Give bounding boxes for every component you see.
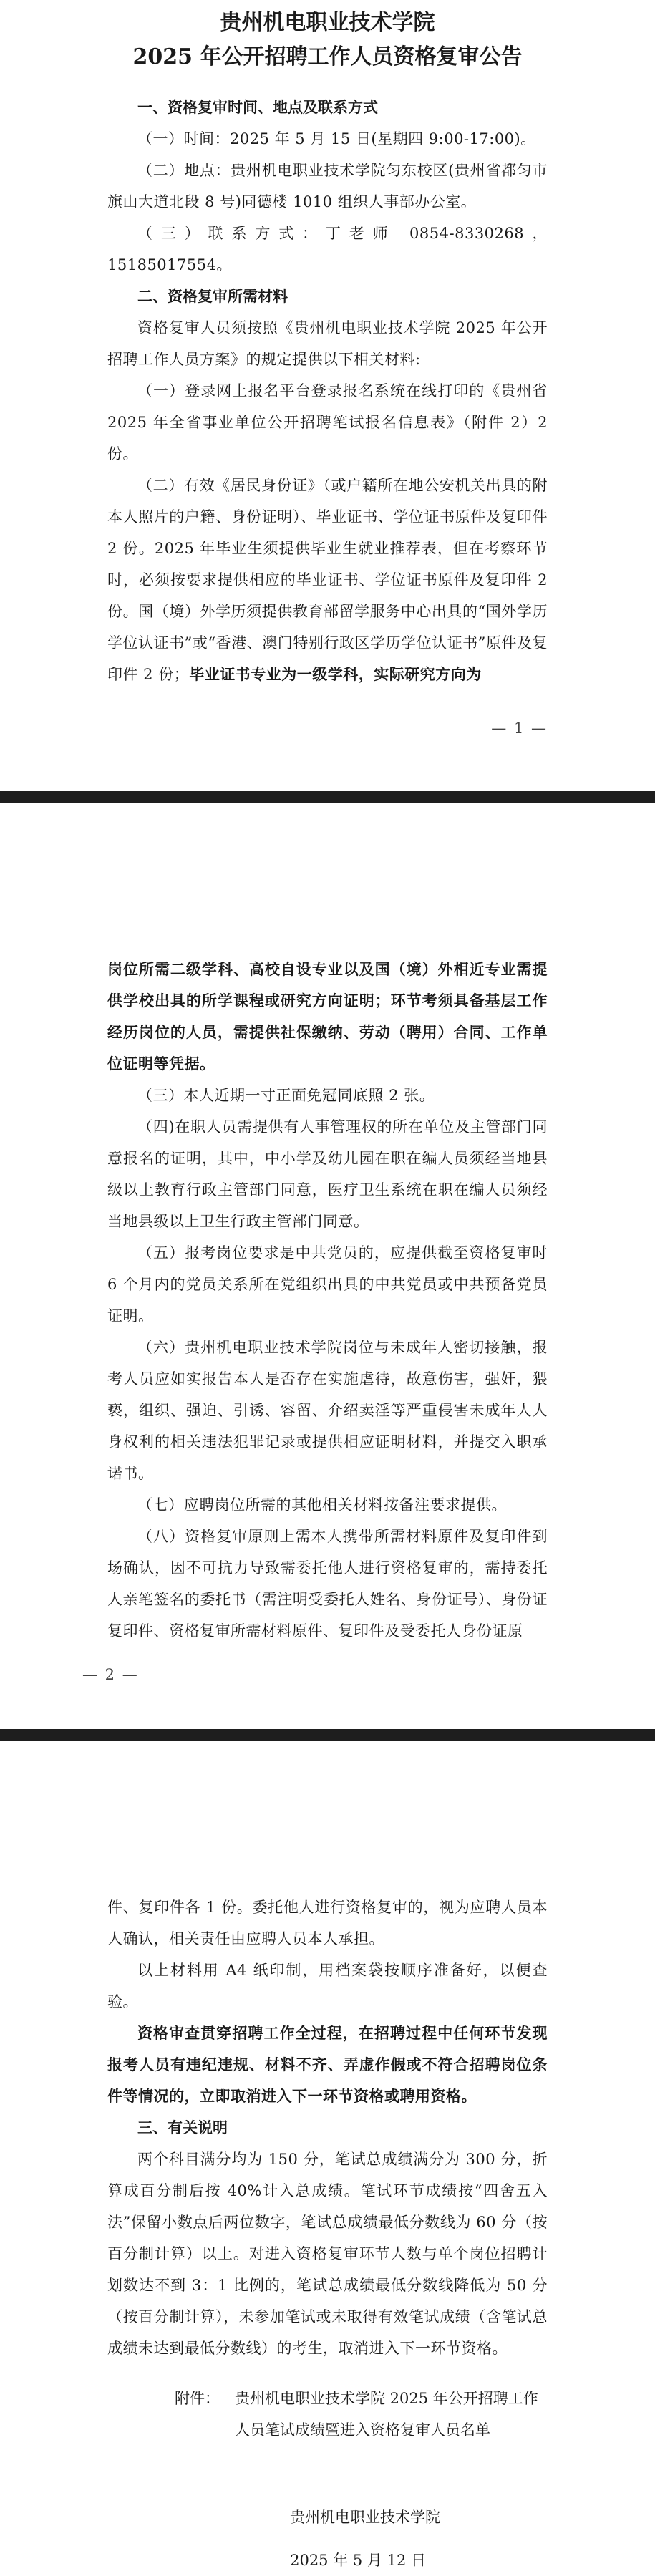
section3-text: 两个科目满分均为 150 分，笔试总成绩满分为 300 分，折算成百分制后按 40%计入总成绩。笔试环节成绩按“四舍五入法”保留小数点后两位数字，笔试总成绩最低分数线为 60 分（按百分制计算）以上。对进入资格复审环节人数与单个岗位招聘计划数达不到 3：1 比例的，笔试总成绩最低分数线降低为 50 分（按百分制计算），未参加笔试或未取得有效笔试成绩（含笔试总成绩未达到最低分数线）的考生，取消进入下一环节资格。 [107,2151,548,2357]
section2-item7: （七）应聘岗位所需的其他相关材料按备注要求提供。 [137,1496,507,1514]
section2-item6: （六）贵州机电职业技术学院岗位与未成年人密切接触，报考人员应如实报告本人是否存在实施虐待，故意伤害，强奸，猥亵，组织、强迫、引诱、容留、介绍卖淫等严重侵害未成年人人身权利的相关违法犯罪记录或提供相应证明材料，并提交入职承诺书。 [107,1339,548,1482]
section2-item2 [107,470,548,690]
section2-item3: （三）本人近期一寸正面免冠同底照 2 张。 [137,1087,435,1104]
title-block [107,0,548,92]
section1-time: （一）时间：2025 年 5 月 15 日(星期四 9:00-17:00)。 [137,130,536,147]
signature-org: 贵州机电职业技术学院 [290,2509,440,2526]
section2-intro: 资格复审人员须按照《贵州机电职业技术学院 2025 年公开招聘工作人员方案》的规定提供以下相关材料: [107,319,548,368]
annex-text: 贵州机电职业技术学院 2025 年公开招聘工作人员笔试成绩暨进入资格复审人员名单 [235,2390,538,2439]
section2-item8-part2: 件、复印件各 1 份。委托他人进行资格复审的，视为应聘人员本人确认，相关责任由应聘人员本人承担。 [107,1899,548,1947]
document-title-line1: 贵州机电职业技术学院 [220,10,435,35]
section1-place: （二）地点：贵州机电职业技术学院匀东校区(贵州省都匀市旗山大道北段 8 号)同德楼 1010 组织人事部办公室。 [107,162,548,210]
annex-label: 附件： [175,2390,220,2407]
section3-heading: 三、有关说明 [137,2119,228,2136]
signature-date: 2025 年 5 月 12 日 [290,2552,426,2569]
page-separator [0,791,655,803]
document-page-1 [0,0,655,791]
section1-heading: 一、资格复审时间、地点及联系方式 [137,98,378,116]
document-page-2 [0,803,655,1729]
page-separator [0,1729,655,1741]
document-page-3 [0,1741,655,2569]
page-number-1: — 1 — [491,720,548,737]
section1-contact: （三）联系方式：丁老师 0854-8330268，15185017554。 [107,225,548,273]
section2-warning: 资格审查贯穿招聘工作全过程，在招聘过程中任何环节发现报考人员有违纪违规、材料不齐、弄虚作假或不符合招聘岗位条件等情况的，立即取消进入下一环节资格或聘用资格。 [107,2024,548,2105]
section2-item2-bold-part1: 毕业证书专业为一级学科，实际研究方向为 [189,665,482,683]
section2-item2-bold-part2: 岗位所需二级学科、高校自设专业以及国（境）外相近专业需提供学校出具的所学课程或研究方向证明；环节考须具备基层工作经历岗位的人员，需提供社保缴纳、劳动（聘用）合同、工作单位证明等凭据。 [107,960,548,1072]
section2-a4-note: 以上材料用 A4 纸印制，用档案袋按顺序准备好，以便查验。 [107,1962,548,2010]
section2-item4: （四)在职人员需提供有人事管理权的所在单位及主管部门同意报名的证明，其中，中小学及幼儿园在职在编人员须经当地县级以上教育行政主管部门同意，医疗卫生系统在职在编人员须经当地县级以上卫生行政主管部门同意。 [107,1118,548,1230]
section2-item2-normal: （二）有效《居民身份证》（或户籍所在地公安机关出具的附本人照片的户籍、身份证明）、毕业证书、学位证书原件及复印件 2 份。2025 年毕业生须提供毕业生就业推荐表，但在考察环节时，必须按要求提供相应的毕业证书、学位证书原件及复印件 2 份。国（境）外学历须提供教育部留学服务中心出具的“国外学历学位认证书”或“香港、澳门特别行政区学历学位认证书”原件及复印件 2 份； [107,477,548,683]
section2-item8-part1: （八）资格复审原则上需本人携带所需材料原件及复印件到场确认，因不可抗力导致需委托他人进行资格复审的，需持委托人亲笔签名的委托书（需注明受委托人姓名、身份证号）、身份证复印件、资格复审所需材料原件、复印件及受委托人身份证原 [107,1528,548,1640]
section2-heading: 二、资格复审所需材料 [137,287,288,305]
page-number-2: — 2 — [82,1666,139,1683]
section2-item1: （一）登录网上报名平台登录报名系统在线打印的《贵州省 2025 年全省事业单位公开招聘笔试报名信息表》（附件 2）2 份。 [107,382,548,463]
section2-item5: （五）报考岗位要求是中共党员的，应提供截至资格复审时 6 个月内的党员关系所在党组织出具的中共党员或中共预备党员证明。 [107,1244,548,1325]
document-title-line2: 2025 年公开招聘工作人员资格复审公告 [132,44,523,69]
annex-block [107,2383,548,2446]
